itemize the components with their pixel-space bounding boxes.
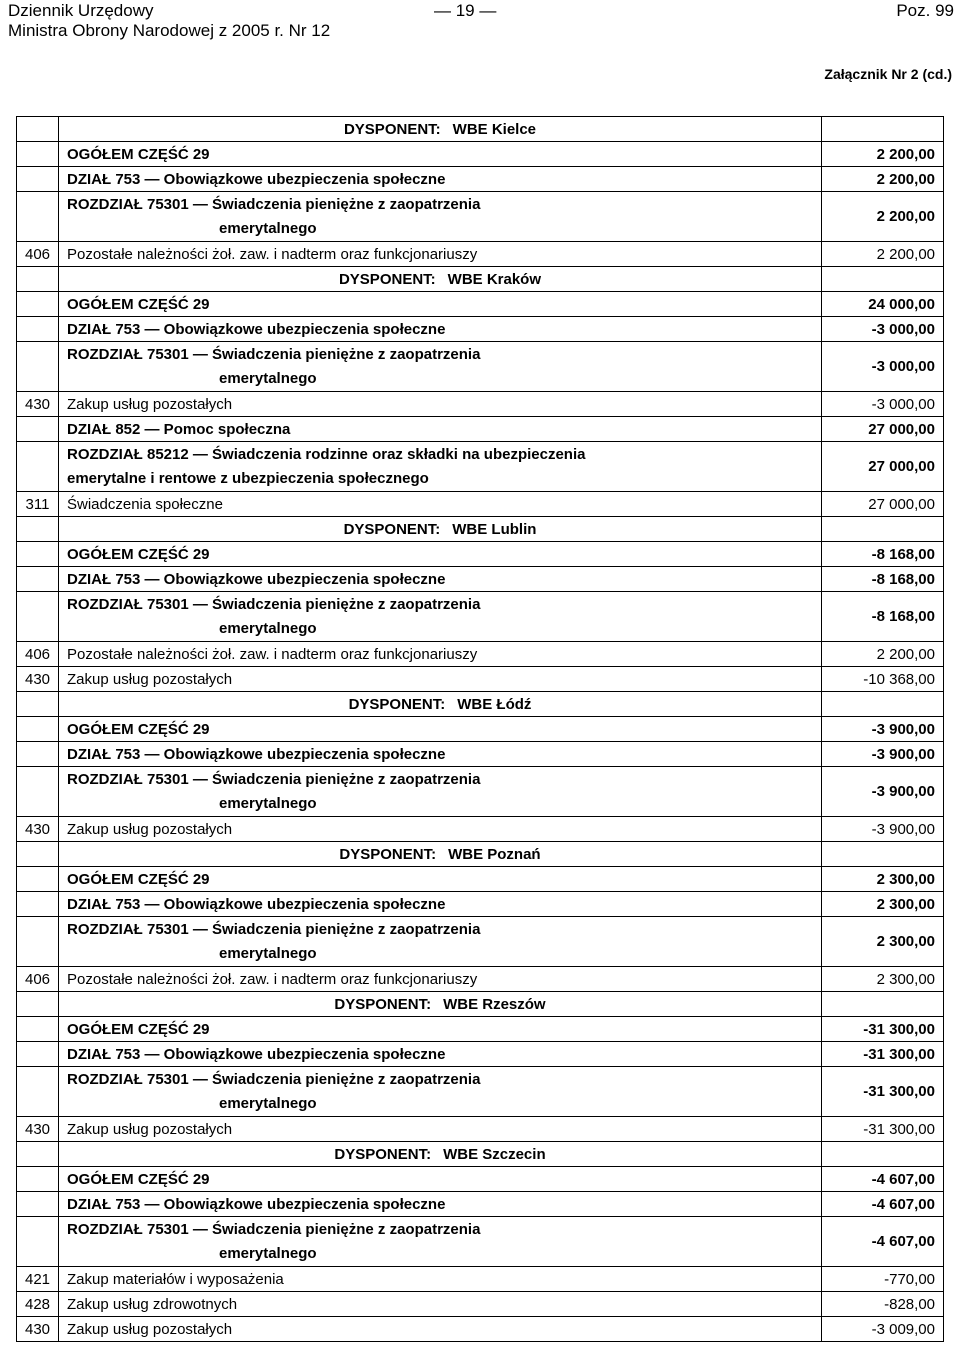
- amount-cell: 2 200,00: [822, 242, 944, 267]
- paragraph-code: 430: [17, 392, 59, 417]
- dysponent-cell: [59, 1142, 822, 1167]
- dysponent-name: WBE Rzeszów: [443, 995, 546, 1013]
- amount-cell: -8 168,00: [822, 592, 944, 642]
- amount-cell: -8 168,00: [822, 542, 944, 567]
- budget-table: [16, 116, 944, 1342]
- amount-cell: 27 000,00: [822, 442, 944, 492]
- table-row: [17, 992, 944, 1017]
- chapter-line-2: emerytalnego: [219, 220, 317, 237]
- code-cell: [17, 142, 59, 167]
- paragraph-label: Zakup materiałów i wyposażenia: [59, 1267, 822, 1292]
- table-row: [17, 1042, 944, 1067]
- table-row: [17, 717, 944, 742]
- table-row: [17, 892, 944, 917]
- paragraph-code: 430: [17, 667, 59, 692]
- amount-cell: -8 168,00: [822, 567, 944, 592]
- table-row: [17, 517, 944, 542]
- dysponent-cell: [59, 692, 822, 717]
- table-row: [17, 1142, 944, 1167]
- code-cell: [17, 1167, 59, 1192]
- table-row: [17, 1292, 944, 1317]
- table-row: [17, 542, 944, 567]
- section-label: DZIAŁ 753 — Obowiązkowe ubezpieczenia społeczne: [59, 1042, 822, 1067]
- section-label: OGÓŁEM CZĘŚĆ 29: [59, 717, 822, 742]
- table-row: [17, 1317, 944, 1342]
- section-label: DZIAŁ 852 — Pomoc społeczna: [59, 417, 822, 442]
- amount-cell: 2 300,00: [822, 967, 944, 992]
- table-row: [17, 642, 944, 667]
- dysponent-name: WBE Kraków: [447, 270, 542, 288]
- amount-cell: [822, 117, 944, 142]
- table-row: [17, 692, 944, 717]
- table-row: [17, 242, 944, 267]
- table-row: [17, 142, 944, 167]
- code-cell: [17, 292, 59, 317]
- section-label: DZIAŁ 753 — Obowiązkowe ubezpieczenia społeczne: [59, 1192, 822, 1217]
- amount-cell: -3 000,00: [822, 392, 944, 417]
- paragraph-label: Świadczenia społeczne: [59, 492, 822, 517]
- code-cell: [17, 1042, 59, 1067]
- code-cell: [17, 867, 59, 892]
- amount-cell: 2 300,00: [822, 892, 944, 917]
- table-row: [17, 1017, 944, 1042]
- amount-cell: -31 300,00: [822, 1042, 944, 1067]
- dysponent-cell: [59, 267, 822, 292]
- table-row: [17, 1192, 944, 1217]
- table-row: [17, 442, 944, 492]
- dysponent-name: WBE Kielce: [452, 120, 537, 138]
- amount-cell: [822, 1142, 944, 1167]
- chapter-label: [59, 442, 822, 492]
- chapter-line-1: ROZDZIAŁ 85212 — Świadczenia rodzinne oraz składki na ubezpieczenia: [67, 446, 586, 463]
- code-cell: [17, 1192, 59, 1217]
- code-cell: [17, 1217, 59, 1267]
- code-cell: [17, 767, 59, 817]
- amount-cell: 27 000,00: [822, 417, 944, 442]
- section-label: OGÓŁEM CZĘŚĆ 29: [59, 292, 822, 317]
- amount-cell: 2 300,00: [822, 917, 944, 967]
- code-cell: [17, 1067, 59, 1117]
- amount-cell: -3 900,00: [822, 717, 944, 742]
- paragraph-label: Pozostałe należności żoł. zaw. i nadterm oraz funkcjonariuszy: [59, 967, 822, 992]
- table-row: [17, 742, 944, 767]
- table-row: [17, 917, 944, 967]
- attachment-label: Załącznik Nr 2 (cd.): [824, 66, 952, 82]
- code-cell: [17, 192, 59, 242]
- code-cell: [17, 742, 59, 767]
- table-row: [17, 117, 944, 142]
- dysponent-name: WBE Szczecin: [443, 1145, 546, 1163]
- amount-cell: -3 900,00: [822, 817, 944, 842]
- amount-cell: 24 000,00: [822, 292, 944, 317]
- table-row: [17, 842, 944, 867]
- code-cell: [17, 892, 59, 917]
- paragraph-label: Zakup usług pozostałych: [59, 1117, 822, 1142]
- section-label: DZIAŁ 753 — Obowiązkowe ubezpieczenia społeczne: [59, 167, 822, 192]
- chapter-label: [59, 342, 822, 392]
- section-label: OGÓŁEM CZĘŚĆ 29: [59, 142, 822, 167]
- code-cell: [17, 117, 59, 142]
- table-row: [17, 967, 944, 992]
- dysponent-cell: [59, 992, 822, 1017]
- amount-cell: -3 900,00: [822, 742, 944, 767]
- chapter-label: [59, 767, 822, 817]
- chapter-label: [59, 1217, 822, 1267]
- amount-cell: [822, 992, 944, 1017]
- dysponent-label: DYSPONENT:: [334, 995, 432, 1013]
- position-number: Poz. 99: [896, 1, 954, 20]
- code-cell: [17, 992, 59, 1017]
- paragraph-label: Zakup usług zdrowotnych: [59, 1292, 822, 1317]
- paragraph-code: 428: [17, 1292, 59, 1317]
- dysponent-label: DYSPONENT:: [334, 1145, 432, 1163]
- table-row: [17, 192, 944, 242]
- code-cell: [17, 1017, 59, 1042]
- paragraph-label: Pozostałe należności żoł. zaw. i nadterm oraz funkcjonariuszy: [59, 242, 822, 267]
- table-row: [17, 317, 944, 342]
- amount-cell: 2 300,00: [822, 867, 944, 892]
- dysponent-cell: [59, 517, 822, 542]
- amount-cell: -31 300,00: [822, 1067, 944, 1117]
- table-row: [17, 767, 944, 817]
- code-cell: [17, 842, 59, 867]
- table-row: [17, 817, 944, 842]
- code-cell: [17, 517, 59, 542]
- section-label: OGÓŁEM CZĘŚĆ 29: [59, 542, 822, 567]
- dysponent-cell: [59, 117, 822, 142]
- amount-cell: -10 368,00: [822, 667, 944, 692]
- table-row: [17, 417, 944, 442]
- amount-cell: 27 000,00: [822, 492, 944, 517]
- table-row: [17, 267, 944, 292]
- ministry-line: Ministra Obrony Narodowej z 2005 r. Nr 12: [8, 21, 331, 40]
- paragraph-code: 406: [17, 642, 59, 667]
- section-label: OGÓŁEM CZĘŚĆ 29: [59, 1017, 822, 1042]
- amount-cell: [822, 267, 944, 292]
- dysponent-name: WBE Poznań: [448, 845, 541, 863]
- table-row: [17, 567, 944, 592]
- code-cell: [17, 717, 59, 742]
- paragraph-label: Zakup usług pozostałych: [59, 392, 822, 417]
- chapter-line-2: emerytalnego: [219, 795, 317, 812]
- paragraph-code: 430: [17, 817, 59, 842]
- amount-cell: -4 607,00: [822, 1167, 944, 1192]
- amount-cell: -3 900,00: [822, 767, 944, 817]
- amount-cell: [822, 692, 944, 717]
- table-row: [17, 167, 944, 192]
- table-row: [17, 1117, 944, 1142]
- amount-cell: -3 000,00: [822, 317, 944, 342]
- chapter-label: [59, 1067, 822, 1117]
- paragraph-label: Pozostałe należności żoł. zaw. i nadterm oraz funkcjonariuszy: [59, 642, 822, 667]
- chapter-line-1: ROZDZIAŁ 75301 — Świadczenia pieniężne z zaopatrzenia: [67, 921, 481, 938]
- chapter-label: [59, 917, 822, 967]
- dysponent-label: DYSPONENT:: [343, 520, 441, 538]
- amount-cell: -31 300,00: [822, 1117, 944, 1142]
- dysponent-label: DYSPONENT:: [348, 695, 446, 713]
- code-cell: [17, 1142, 59, 1167]
- dysponent-label: DYSPONENT:: [343, 120, 441, 138]
- chapter-label: [59, 592, 822, 642]
- amount-cell: -31 300,00: [822, 1017, 944, 1042]
- paragraph-code: 430: [17, 1117, 59, 1142]
- chapter-line-2: emerytalnego: [219, 945, 317, 962]
- code-cell: [17, 417, 59, 442]
- amount-cell: -4 607,00: [822, 1192, 944, 1217]
- table-row: [17, 1167, 944, 1192]
- dysponent-label: DYSPONENT:: [338, 270, 436, 288]
- section-label: OGÓŁEM CZĘŚĆ 29: [59, 867, 822, 892]
- chapter-line-1: ROZDZIAŁ 75301 — Świadczenia pieniężne z zaopatrzenia: [67, 771, 481, 788]
- code-cell: [17, 592, 59, 642]
- section-label: DZIAŁ 753 — Obowiązkowe ubezpieczenia społeczne: [59, 567, 822, 592]
- table-row: [17, 392, 944, 417]
- table-row: [17, 667, 944, 692]
- code-cell: [17, 167, 59, 192]
- section-label: DZIAŁ 753 — Obowiązkowe ubezpieczenia społeczne: [59, 742, 822, 767]
- table-row: [17, 342, 944, 392]
- chapter-line-2: emerytalnego: [219, 1095, 317, 1112]
- table-row: [17, 292, 944, 317]
- table-row: [17, 1067, 944, 1117]
- section-label: DZIAŁ 753 — Obowiązkowe ubezpieczenia społeczne: [59, 892, 822, 917]
- code-cell: [17, 567, 59, 592]
- code-cell: [17, 442, 59, 492]
- amount-cell: -3 000,00: [822, 342, 944, 392]
- paragraph-code: 311: [17, 492, 59, 517]
- dysponent-name: WBE Łódź: [457, 695, 532, 713]
- paragraph-code: 406: [17, 967, 59, 992]
- chapter-label: [59, 192, 822, 242]
- paragraph-label: Zakup usług pozostałych: [59, 817, 822, 842]
- chapter-line-2: emerytalne i rentowe z ubezpieczenia społecznego: [67, 470, 429, 487]
- table-row: [17, 1267, 944, 1292]
- table-row: [17, 1217, 944, 1267]
- chapter-line-1: ROZDZIAŁ 75301 — Świadczenia pieniężne z zaopatrzenia: [67, 596, 481, 613]
- code-cell: [17, 317, 59, 342]
- dysponent-cell: [59, 842, 822, 867]
- chapter-line-1: ROZDZIAŁ 75301 — Świadczenia pieniężne z zaopatrzenia: [67, 1221, 481, 1238]
- amount-cell: -3 009,00: [822, 1317, 944, 1342]
- amount-cell: 2 200,00: [822, 167, 944, 192]
- amount-cell: 2 200,00: [822, 642, 944, 667]
- amount-cell: -770,00: [822, 1267, 944, 1292]
- chapter-line-1: ROZDZIAŁ 75301 — Świadczenia pieniężne z zaopatrzenia: [67, 346, 481, 363]
- code-cell: [17, 542, 59, 567]
- chapter-line-1: ROZDZIAŁ 75301 — Świadczenia pieniężne z zaopatrzenia: [67, 196, 481, 213]
- amount-cell: -828,00: [822, 1292, 944, 1317]
- amount-cell: -4 607,00: [822, 1217, 944, 1267]
- amount-cell: 2 200,00: [822, 192, 944, 242]
- code-cell: [17, 267, 59, 292]
- paragraph-code: 406: [17, 242, 59, 267]
- amount-cell: [822, 842, 944, 867]
- chapter-line-2: emerytalnego: [219, 620, 317, 637]
- table-row: [17, 867, 944, 892]
- code-cell: [17, 692, 59, 717]
- paragraph-code: 421: [17, 1267, 59, 1292]
- dysponent-name: WBE Lublin: [452, 520, 537, 538]
- amount-cell: [822, 517, 944, 542]
- code-cell: [17, 342, 59, 392]
- table-row: [17, 492, 944, 517]
- page-number: — 19 —: [434, 1, 497, 20]
- chapter-line-2: emerytalnego: [219, 1245, 317, 1262]
- code-cell: [17, 917, 59, 967]
- table-row: [17, 592, 944, 642]
- dysponent-label: DYSPONENT:: [339, 845, 437, 863]
- paragraph-label: Zakup usług pozostałych: [59, 667, 822, 692]
- chapter-line-1: ROZDZIAŁ 75301 — Świadczenia pieniężne z zaopatrzenia: [67, 1071, 481, 1088]
- section-label: DZIAŁ 753 — Obowiązkowe ubezpieczenia społeczne: [59, 317, 822, 342]
- chapter-line-2: emerytalnego: [219, 370, 317, 387]
- journal-title: Dziennik Urzędowy: [8, 1, 154, 20]
- paragraph-code: 430: [17, 1317, 59, 1342]
- amount-cell: 2 200,00: [822, 142, 944, 167]
- section-label: OGÓŁEM CZĘŚĆ 29: [59, 1167, 822, 1192]
- paragraph-label: Zakup usług pozostałych: [59, 1317, 822, 1342]
